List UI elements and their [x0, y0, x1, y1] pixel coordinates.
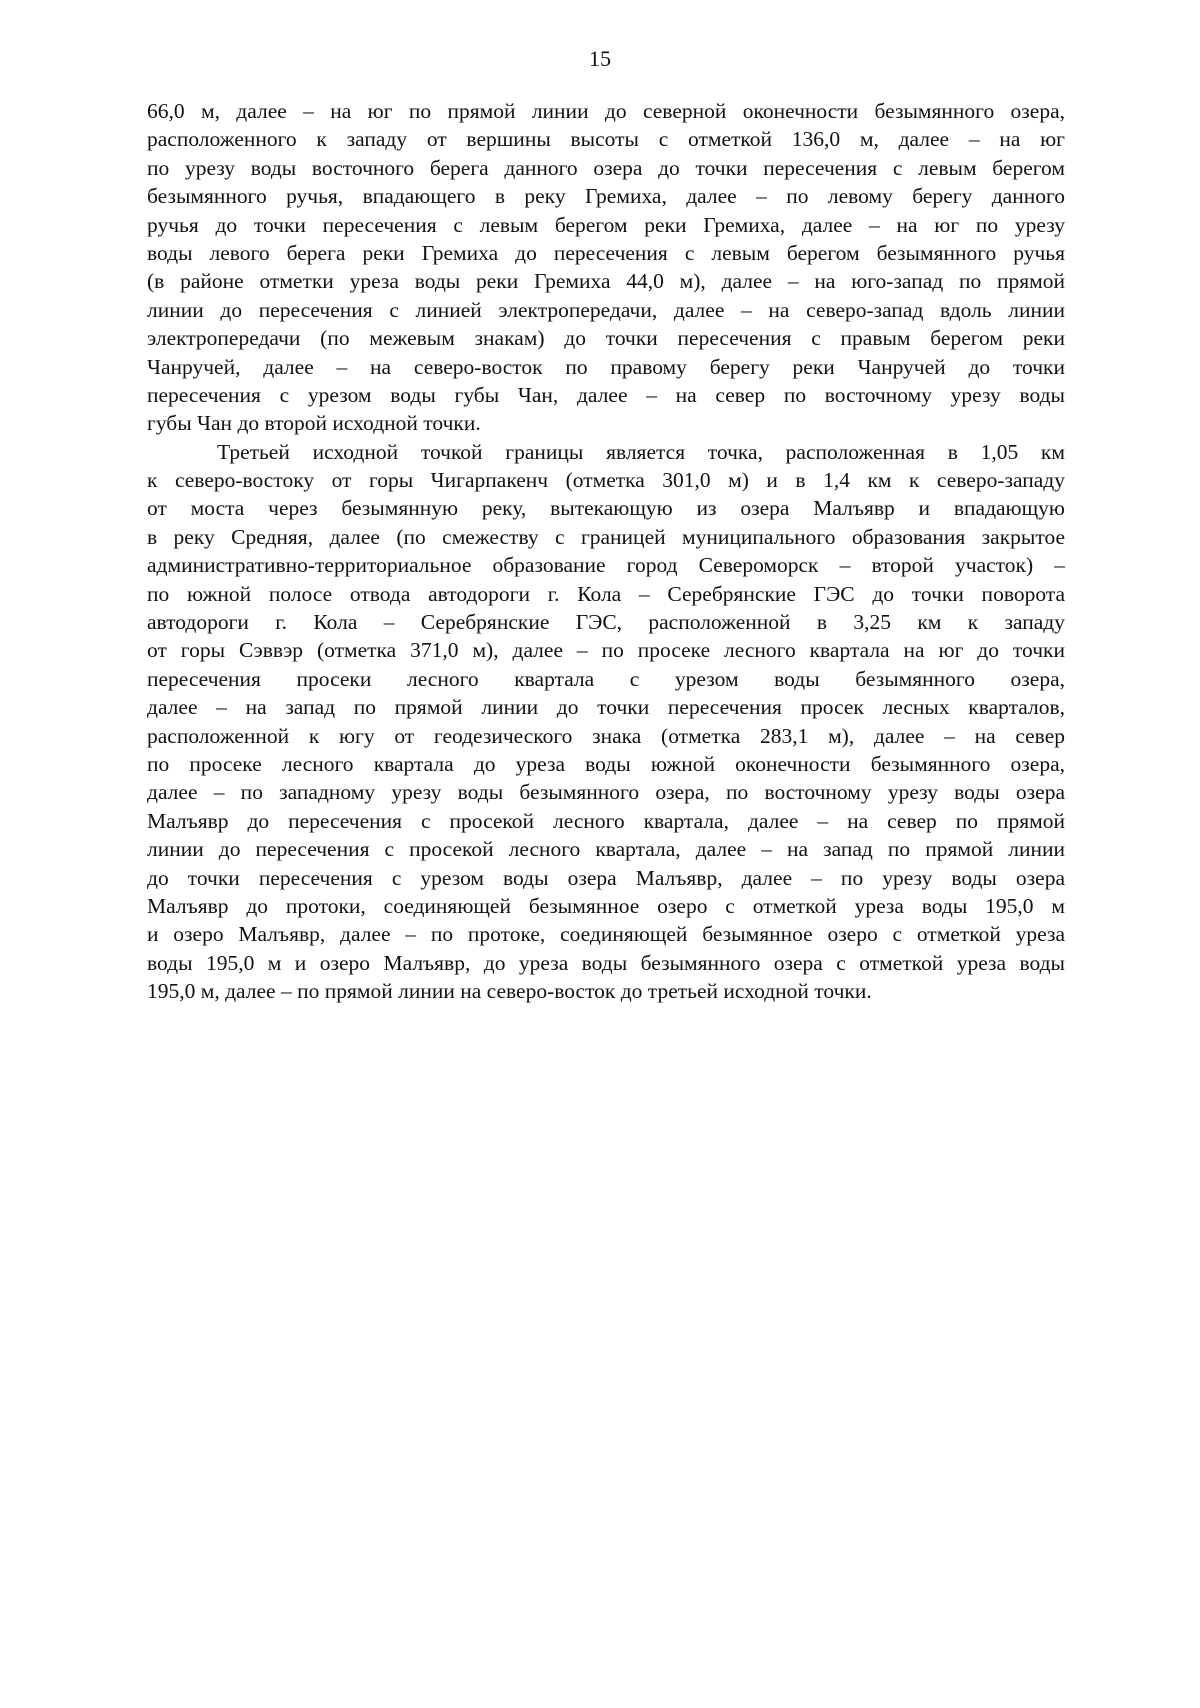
text-line: воды левого берега реки Гремиха до пересечения с левым берегом безымянного ручья — [147, 240, 1065, 265]
document-body — [147, 97, 1065, 1006]
text-line: Третьей исходной точкой границы является точка, расположенная в 1,05 км — [217, 439, 1065, 464]
text-line: воды 195,0 м и озеро Малъявр, до уреза воды безымянного озера с отметкой уреза воды — [147, 950, 1065, 975]
text-line: расположенной к югу от геодезического знака (отметка 283,1 м), далее – на север — [147, 723, 1065, 748]
text-line: линии до пересечения с просекой лесного квартала, далее – на запад по прямой линии — [147, 837, 1065, 862]
text-line: Чанручей, далее – на северо-восток по правому берегу реки Чанручей до точки — [147, 354, 1065, 379]
text-line: губы Чан до второй исходной точки. — [147, 411, 481, 436]
text-line: автодороги г. Кола – Серебрянские ГЭС, расположенной в 3,25 км к западу — [147, 610, 1065, 635]
text-line: до точки пересечения с урезом воды озера Малъявр, далее – по урезу воды озера — [147, 865, 1065, 890]
text-line: пересечения просеки лесного квартала с урезом воды безымянного озера, — [147, 666, 1065, 691]
text-line: линии до пересечения с линией электропередачи, далее – на северо-запад вдоль линии — [147, 297, 1065, 322]
text-line: пересечения с урезом воды губы Чан, далее – на север по восточному урезу воды — [147, 382, 1065, 407]
text-line: по урезу воды восточного берега данного озера до точки пересечения с левым берегом — [147, 155, 1065, 180]
paragraph-continuation — [147, 97, 1065, 438]
text-line: от горы Сэввэр (отметка 371,0 м), далее – по просеке лесного квартала на юг до точки — [147, 638, 1065, 663]
text-line: в реку Средняя, далее (по смежеству с границей муниципального образования закрытое — [147, 524, 1065, 549]
paragraph-third-point — [147, 438, 1065, 1006]
text-line: далее – по западному урезу воды безымянного озера, по восточному урезу воды озера — [147, 780, 1065, 805]
page-number: 15 — [589, 46, 611, 71]
text-line: Малъявр до протоки, соединяющей безымянное озеро с отметкой уреза воды 195,0 м — [147, 893, 1065, 918]
text-line: далее – на запад по прямой линии до точки пересечения просек лесных кварталов, — [147, 695, 1065, 720]
text-line: ручья до точки пересечения с левым берегом реки Гремиха, далее – на юг по урезу — [147, 212, 1065, 237]
text-line: электропередачи (по межевым знакам) до точки пересечения с правым берегом реки — [147, 326, 1065, 351]
text-line: расположенного к западу от вершины высоты с отметкой 136,0 м, далее – на юг — [147, 127, 1065, 152]
text-line: Малъявр до пересечения с просекой лесного квартала, далее – на север по прямой — [147, 808, 1065, 833]
text-line: административно-территориальное образование город Североморск – второй участок) – — [147, 553, 1065, 578]
text-line: безымянного ручья, впадающего в реку Гремиха, далее – по левому берегу данного — [147, 184, 1065, 209]
text-line: от моста через безымянную реку, вытекающую из озера Малъявр и впадающую — [147, 496, 1065, 521]
text-line: и озеро Малъявр, далее – по протоке, соединяющей безымянное озеро с отметкой уреза — [147, 922, 1065, 947]
text-line: 66,0 м, далее – на юг по прямой линии до северной оконечности безымянного озера, — [147, 99, 1065, 123]
text-line: 195,0 м, далее – по прямой линии на северо-восток до третьей исходной точки. — [147, 979, 872, 1004]
text-line: к северо-востоку от горы Чигарпакенч (отметка 301,0 м) и в 1,4 км к северо-западу — [147, 468, 1065, 493]
text-line: по просеке лесного квартала до уреза воды южной оконечности безымянного озера, — [147, 751, 1065, 776]
text-line: (в районе отметки уреза воды реки Гремиха 44,0 м), далее – на юго-запад по прямой — [147, 269, 1065, 294]
text-line: по южной полосе отвода автодороги г. Кола – Серебрянские ГЭС до точки поворота — [147, 581, 1065, 606]
